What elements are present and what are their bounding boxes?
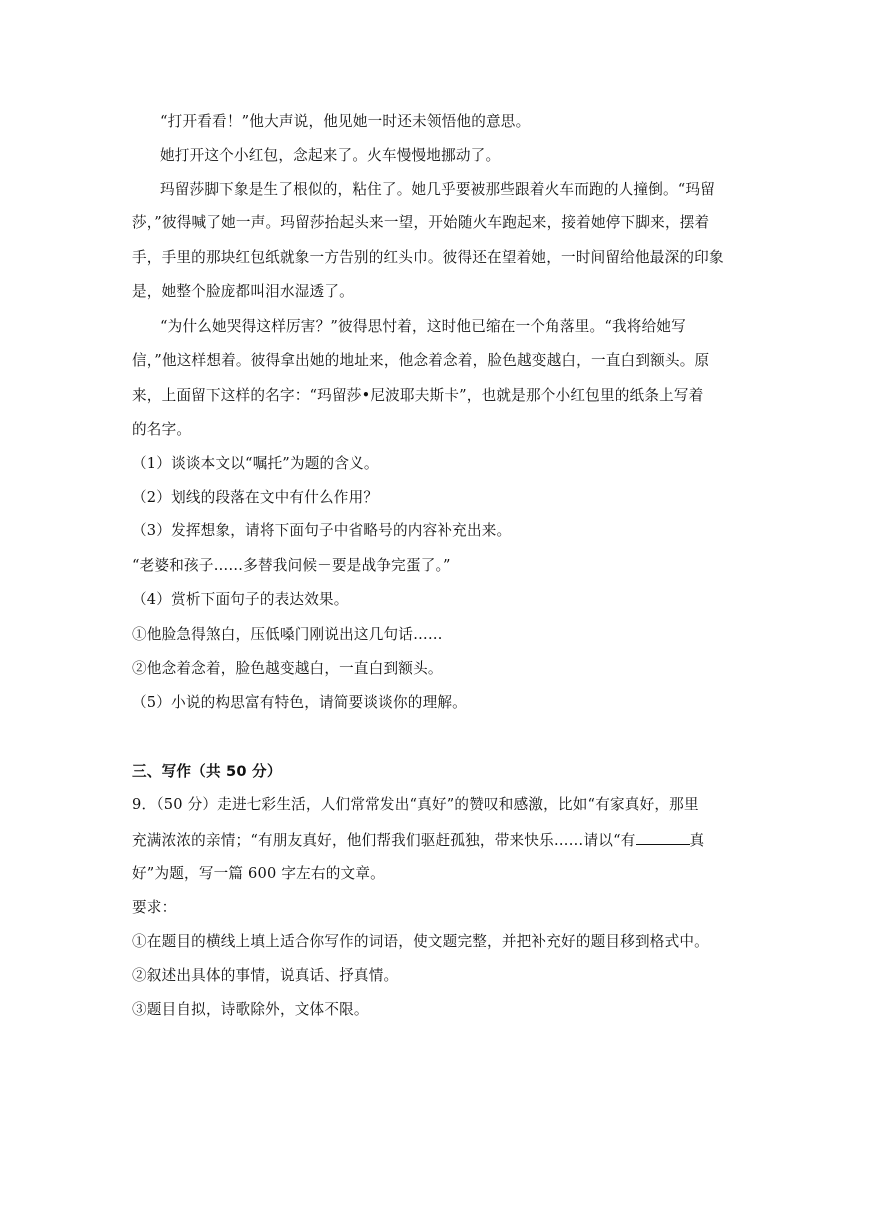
writing-prompt-line: 好”为题，写一篇 600 字左右的文章。 [132,865,385,882]
passage-line: 玛留莎脚下象是生了根似的，粘住了。她几乎要被那些跟着火车而跑的人撞倒。“玛留 [160,181,716,198]
passage-line: “打开看看！”他大声说，他见她一时还未领悟他的意思。 [160,113,531,130]
question-4: （4）赏析下面句子的表达效果。 [132,591,349,608]
writing-prompt-text: 充满浓浓的亲情；“有朋友真好，他们帮我们驱赶孤独，带来快乐……请以“有 [132,832,636,849]
passage-line: 莎，”彼得喊了她一声。玛留莎抬起头来一望，开始随火车跑起来，接着她停下脚来，摆着 [132,214,710,231]
passage-line: 来，上面留下这样的名字：“玛留莎•尼波耶夫斯卡”，也就是那个小红包里的纸条上写着 [132,387,704,404]
passage-line: “为什么她哭得这样厉害？”彼得思忖着，这时他已缩在一个角落里。“我将给她写 [160,318,686,335]
question-4-sentence-b: ②他念着念着，脸色越变越白，一直白到额头。 [132,660,443,677]
requirement-3: ③题目自拟，诗歌除外，文体不限。 [132,1001,369,1018]
question-4-sentence-a: ①他脸急得煞白，压低嗓门刚说出这几句话…… [132,626,443,643]
requirement-2: ②叙述出具体的事情，说真话、抒真情。 [132,967,399,984]
question-2: （2）划线的段落在文中有什么作用？ [132,489,379,506]
question-1: （1）谈谈本文以“嘱托”为题的含义。 [132,455,379,472]
section-title: 三、写作（共 50 分） [132,763,282,780]
passage-line: 信，”他这样想着。彼得拿出她的地址来，他念着念着，脸色越变越白，一直白到额头。原 [132,352,710,369]
requirement-1: ①在题目的横线上填上适合你写作的词语，使文题完整，并把补充好的题目移到格式中。 [132,933,709,950]
passage-line: 是，她整个脸庞都叫泪水湿透了。 [132,283,354,300]
passage-line: 她打开这个小红包，念起来了。火车慢慢地挪动了。 [160,147,501,164]
writing-prompt-line: 9．（50 分）走进七彩生活，人们常常发出“真好”的赞叹和感激，比如“有家真好，那里 [132,796,699,813]
writing-prompt-line [132,830,742,851]
requirements-label: 要求： [132,899,177,916]
passage-line: 的名字。 [132,421,192,438]
question-3-quote: “老婆和孩子……多替我问候－要是战争完蛋了。” [132,557,451,574]
passage-line: 手，手里的那块红包纸就象一方告别的红头巾。彼得还在望着她，一时间留给他最深的印象 [132,249,724,266]
question-3: （3）发挥想象，请将下面句子中省略号的内容补充出来。 [132,522,512,539]
question-5: （5）小说的构思富有特色，请简要谈谈你的理解。 [132,694,467,711]
writing-prompt-text: 真 [689,832,705,849]
title-blank [636,830,690,845]
